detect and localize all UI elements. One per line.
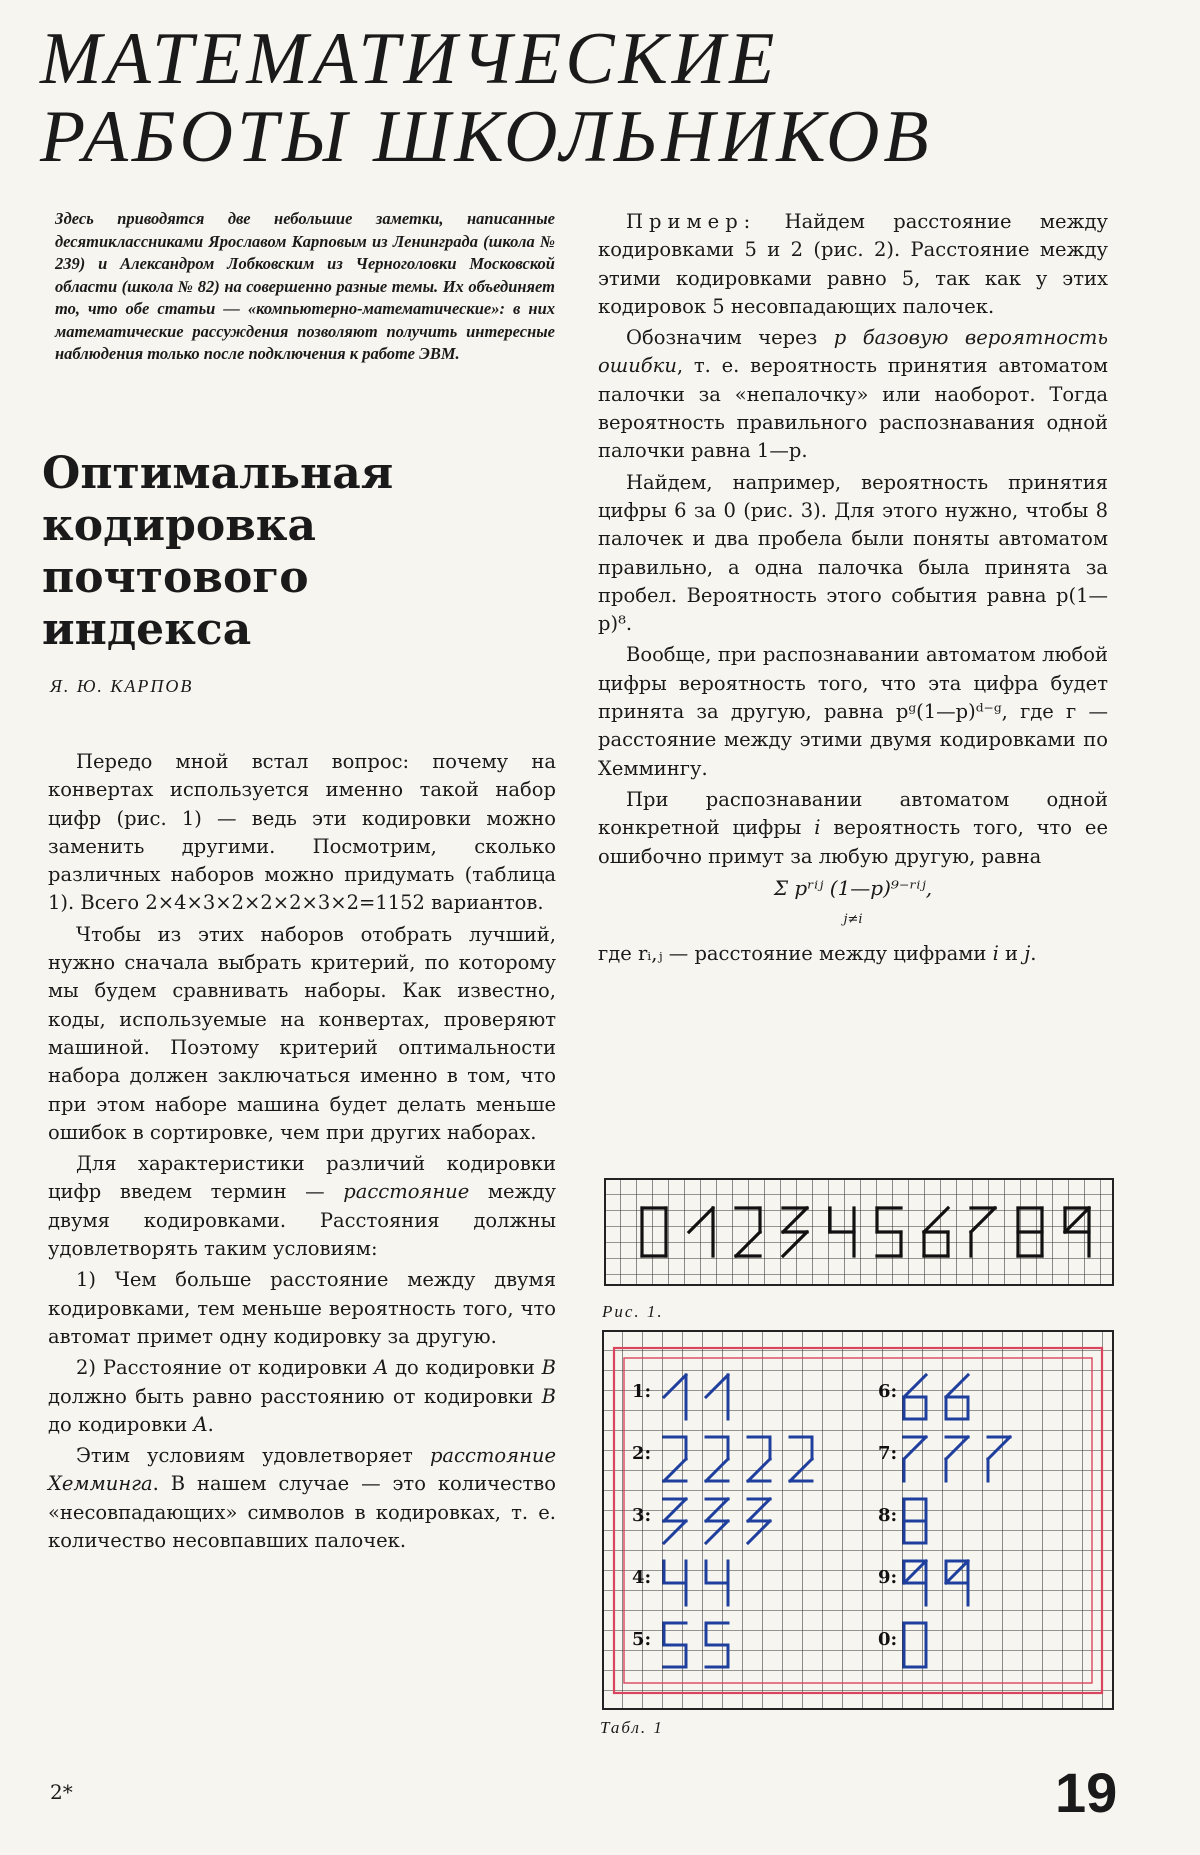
paragraph: 1) Чем больше расстояние между двумя кодировками, тем меньше вероятность того, что автомат примет одну кодировку за другую. (48, 1268, 556, 1348)
article-author: Я. Ю. КАРПОВ (50, 676, 194, 696)
paragraph: Пример: Найдем расстояние между кодировками 5 и 2 (рис. 2). Расстояние между этими кодировками равно 5, так как у этих кодировок 5 несовпадающих палочек. (598, 210, 1108, 318)
term: расстояние (343, 1180, 470, 1204)
table-row-label: 3: (632, 1505, 652, 1526)
sum-formula: Σ pʳⁱʲ (1—p)⁹⁻ʳⁱʲ, j≠i (773, 875, 933, 928)
article-title-line2: кодировка (42, 500, 317, 551)
paragraph: где rᵢ,ⱼ — расстояние между цифрами i и j. (598, 942, 1037, 966)
sum-subscript: j≠i (843, 912, 863, 928)
paragraph: Обозначим через p базовую вероятность ошибки, т. е. вероятность принятия автоматом палочки за «непалочку» или наоборот. Тогда вероятность правильного распознавания одной палочки равна 1—p. (598, 326, 1108, 463)
example-label: Пример: (626, 210, 757, 233)
table-row-label: 1: (632, 1381, 652, 1402)
term: p базовую вероятность ошибки (598, 326, 1108, 378)
table-row-label: 2: (632, 1443, 652, 1464)
left-column (48, 748, 556, 1558)
signature-mark: 2* (50, 1780, 73, 1804)
section-title (40, 20, 1140, 176)
article-title-line3: почтового (42, 552, 309, 603)
right-column (598, 208, 1108, 972)
table-1-caption: Табл. 1 (600, 1718, 664, 1737)
paragraph: 2) Расстояние от кодировки A до кодировки B должно быть равно расстоянию от кодировки B до кодировки A. (48, 1356, 556, 1436)
figure-1-digit-grid (604, 1178, 1114, 1286)
article-title-line4: индекса (42, 604, 252, 655)
intro-paragraph: Здесь приводятся две небольшие заметки, написанные десятиклассниками Ярославом Карповым из Ленинграда (школа № 239) и Александром Лобковским из Черноголовки Московской области (школа № 82) на совершенно разные темы. Их объединяет то, что обе статьи — «компьютерно-математические»: в них математические рассуждения позволяют получить интересные наблюдения только после подключения к работе ЭВМ. (55, 209, 555, 363)
paragraph: Передо мной встал вопрос: почему на конвертах используется именно такой набор цифр (рис. 1) — ведь эти кодировки можно заменить другими. Посмотрим, сколько различных наборов можно придумать (таблица 1). Всего 2×4×3×2×2×2×3×2=1152 вариантов. (48, 750, 556, 915)
figure-1-caption: Рис. 1. (602, 1302, 664, 1321)
table-row-label: 7: (878, 1443, 898, 1464)
paragraph: При распознавании автоматом одной конкретной цифры i вероятность того, что ее ошибочно примут за любую другую, равна (598, 787, 1108, 868)
table-row-label: 8: (878, 1505, 898, 1526)
page-number: 19 (1055, 1761, 1118, 1824)
section-title-line1: МАТЕМАТИЧЕСКИЕ (40, 18, 779, 100)
table-row-label: 6: (878, 1381, 898, 1402)
table-row-label: 5: (632, 1629, 652, 1650)
table-row-label: 0: (878, 1629, 898, 1650)
term: расстояние Хемминга (48, 1444, 556, 1496)
section-title-line2: РАБОТЫ ШКОЛЬНИКОВ (40, 96, 933, 178)
table-row-label: 9: (878, 1567, 898, 1588)
article-title-line1: Оптимальная (42, 448, 394, 499)
paragraph: Найдем, например, вероятность принятия цифры 6 за 0 (рис. 3). Для этого нужно, чтобы 8 палочек и два пробела были поняты автоматом правильно, а одна палочка была принята за пробел. Вероятность этого события равна p(1—p)⁸. (598, 470, 1108, 636)
table-1-digit-variants (602, 1330, 1114, 1710)
paragraph: Вообще, при распознавании автоматом любой цифры вероятность того, что эта цифра будет принята за другую, равна pᵍ(1—p)ᵈ⁻ᵍ, где г — расстояние между этими двумя кодировками по Хеммингу. (598, 643, 1108, 780)
paragraph: Для характеристики различий кодировки цифр введем термин — расстояние между двумя кодировками. Расстояния должны удовлетворять таким условиям: (48, 1152, 556, 1261)
table-row-label: 4: (632, 1567, 652, 1588)
paragraph: Чтобы из этих наборов отобрать лучший, нужно сначала выбрать критерий, по которому мы будем сравнивать наборы. Как известно, коды, используемые на конвертах, проверяют машиной. Поэтому критерий оптимальности набора должен заключаться именно в том, что при этом наборе машина будет делать меньше ошибок в сортировке, чем при других наборах. (48, 922, 556, 1144)
paragraph: Этим условиям удовлетворяет расстояние Хемминга. В нашем случае — это количество «несовпадающих» символов в кодировках, т. е. количество несовпавших палочек. (48, 1444, 556, 1553)
article-title (42, 448, 562, 656)
